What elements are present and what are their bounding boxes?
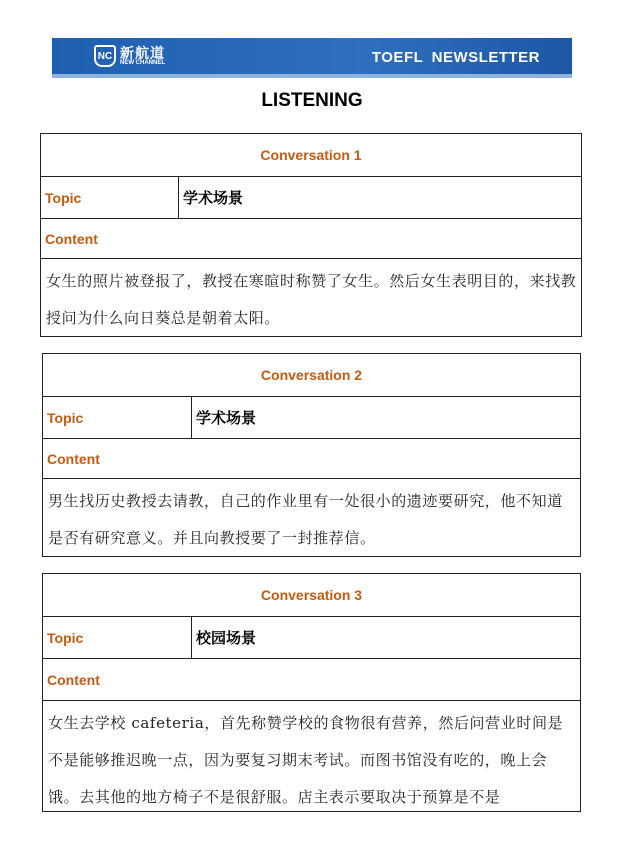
conversation-title: Conversation 3 <box>43 574 580 617</box>
conversation-table-3 <box>42 573 581 812</box>
topic-label: Topic <box>41 177 179 218</box>
content-text: 女生去学校 cafeteria，首先称赞学校的食物很有营养，然后问营业时间是不是能够推迟晚一点，因为要复习期末考试。而图书馆没有吃的，晚上会饿。去其他的地方椅子不是很舒服。店主表示要取决于预算是不是 <box>48 714 564 806</box>
new-channel-logo <box>94 45 165 67</box>
conversation-table-1 <box>40 133 582 337</box>
logo-shield-icon: NC <box>94 45 116 67</box>
topic-value: 学术场景 <box>196 410 257 427</box>
topic-label: Topic <box>43 397 192 438</box>
conversation-title: Conversation 1 <box>41 134 581 177</box>
content-label: Content <box>43 439 580 479</box>
topic-value: 校园场景 <box>196 630 257 647</box>
topic-value: 学术场景 <box>183 190 244 207</box>
topic-label: Topic <box>43 617 192 658</box>
logo-cn: 新航道 <box>120 45 165 61</box>
section-title: LISTENING <box>261 90 363 111</box>
content-text: 女生的照片被登报了，教授在寒暄时称赞了女生。然后女生表明目的，来找教授问为什么向日葵总是朝着太阳。 <box>46 272 577 327</box>
conversation-title: Conversation 2 <box>43 354 580 397</box>
conversation-table-2 <box>42 353 581 557</box>
newsletter-banner <box>52 38 572 78</box>
logo-en: NEW CHANNEL <box>120 60 165 66</box>
content-label: Content <box>41 219 581 259</box>
content-label: Content <box>43 659 580 701</box>
newsletter-title: TOEFL NEWSLETTER <box>371 49 540 66</box>
content-text: 男生找历史教授去请教，自己的作业里有一处很小的遗迹要研究，他不知道是否有研究意义。并且向教授要了一封推荐信。 <box>48 492 563 547</box>
